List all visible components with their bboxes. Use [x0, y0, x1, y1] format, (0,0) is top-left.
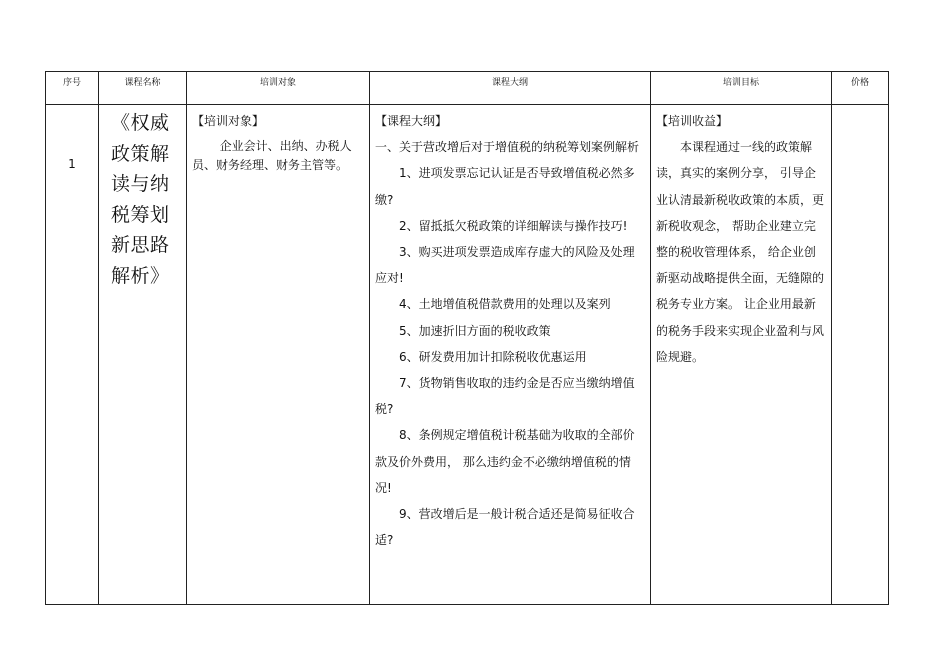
row-index: 1 [68, 157, 76, 171]
header-outline: 课程大纲 [370, 72, 651, 105]
outline-cell [370, 105, 651, 605]
outline-item: 1、进项发票忘记认证是否导致增值税必然多缴? [375, 166, 635, 207]
outline-tag: 【课程大纲】 [375, 114, 448, 128]
outline-item: 3、购买进项发票造成库存虚大的风险及处理应对! [375, 245, 635, 286]
header-price: 价格 [832, 72, 889, 105]
outline-item: 4、土地增值税借款费用的处理以及案列 [399, 297, 611, 312]
outline-item: 8、条例规定增值税计税基础为收取的全部价款及价外费用， 那么违约金不必缴纳增值税的情况! [375, 428, 635, 495]
target-audience-cell [187, 105, 370, 605]
outline-item: 5、加速折旧方面的税收政策 [399, 323, 551, 338]
outline-item: 6、研发费用加计扣除税收优惠运用 [399, 349, 587, 364]
header-course-name: 课程名称 [99, 72, 187, 105]
course-table [45, 71, 889, 605]
target-audience-text: 企业会计、出纳、办税人员、财务经理、财务主管等。 [192, 139, 352, 173]
target-audience-tag: 【培训对象】 [192, 114, 265, 128]
table-row [46, 105, 889, 605]
header-goals: 培训目标 [651, 72, 832, 105]
course-name-cell: 《权威政策解读与纳税筹划新思路解析》 [99, 105, 187, 605]
header-target-audience: 培训对象 [187, 72, 370, 105]
header-row [46, 72, 889, 105]
goals-text: 本课程通过一线的政策解读，真实的案例分享， 引导企业认清最新税收政策的本质，更新税收观念， 帮助企业建立完整的税收管理体系， 给企业创新驱动战略提供全面，无缝隙的税务专业方案。 让企业用最新的税务手段来实现企业盈利与风险规避。 [656, 140, 825, 364]
header-index: 序号 [46, 72, 99, 105]
outline-item: 2、留抵抵欠税政策的详细解读与操作技巧! [399, 218, 628, 233]
goals-cell [651, 105, 832, 605]
outline-item: 9、营改增后是一般计税合适还是简易征收合适? [375, 507, 635, 548]
goals-tag: 【培训收益】 [656, 114, 729, 128]
price-cell [832, 105, 889, 605]
outline-item: 7、货物销售收取的违约金是否应当缴纳增值税? [375, 376, 635, 417]
index-cell [46, 105, 99, 605]
outline-heading: 一、关于营改增后对于增值税的纳税筹划案例解析 [375, 140, 640, 155]
